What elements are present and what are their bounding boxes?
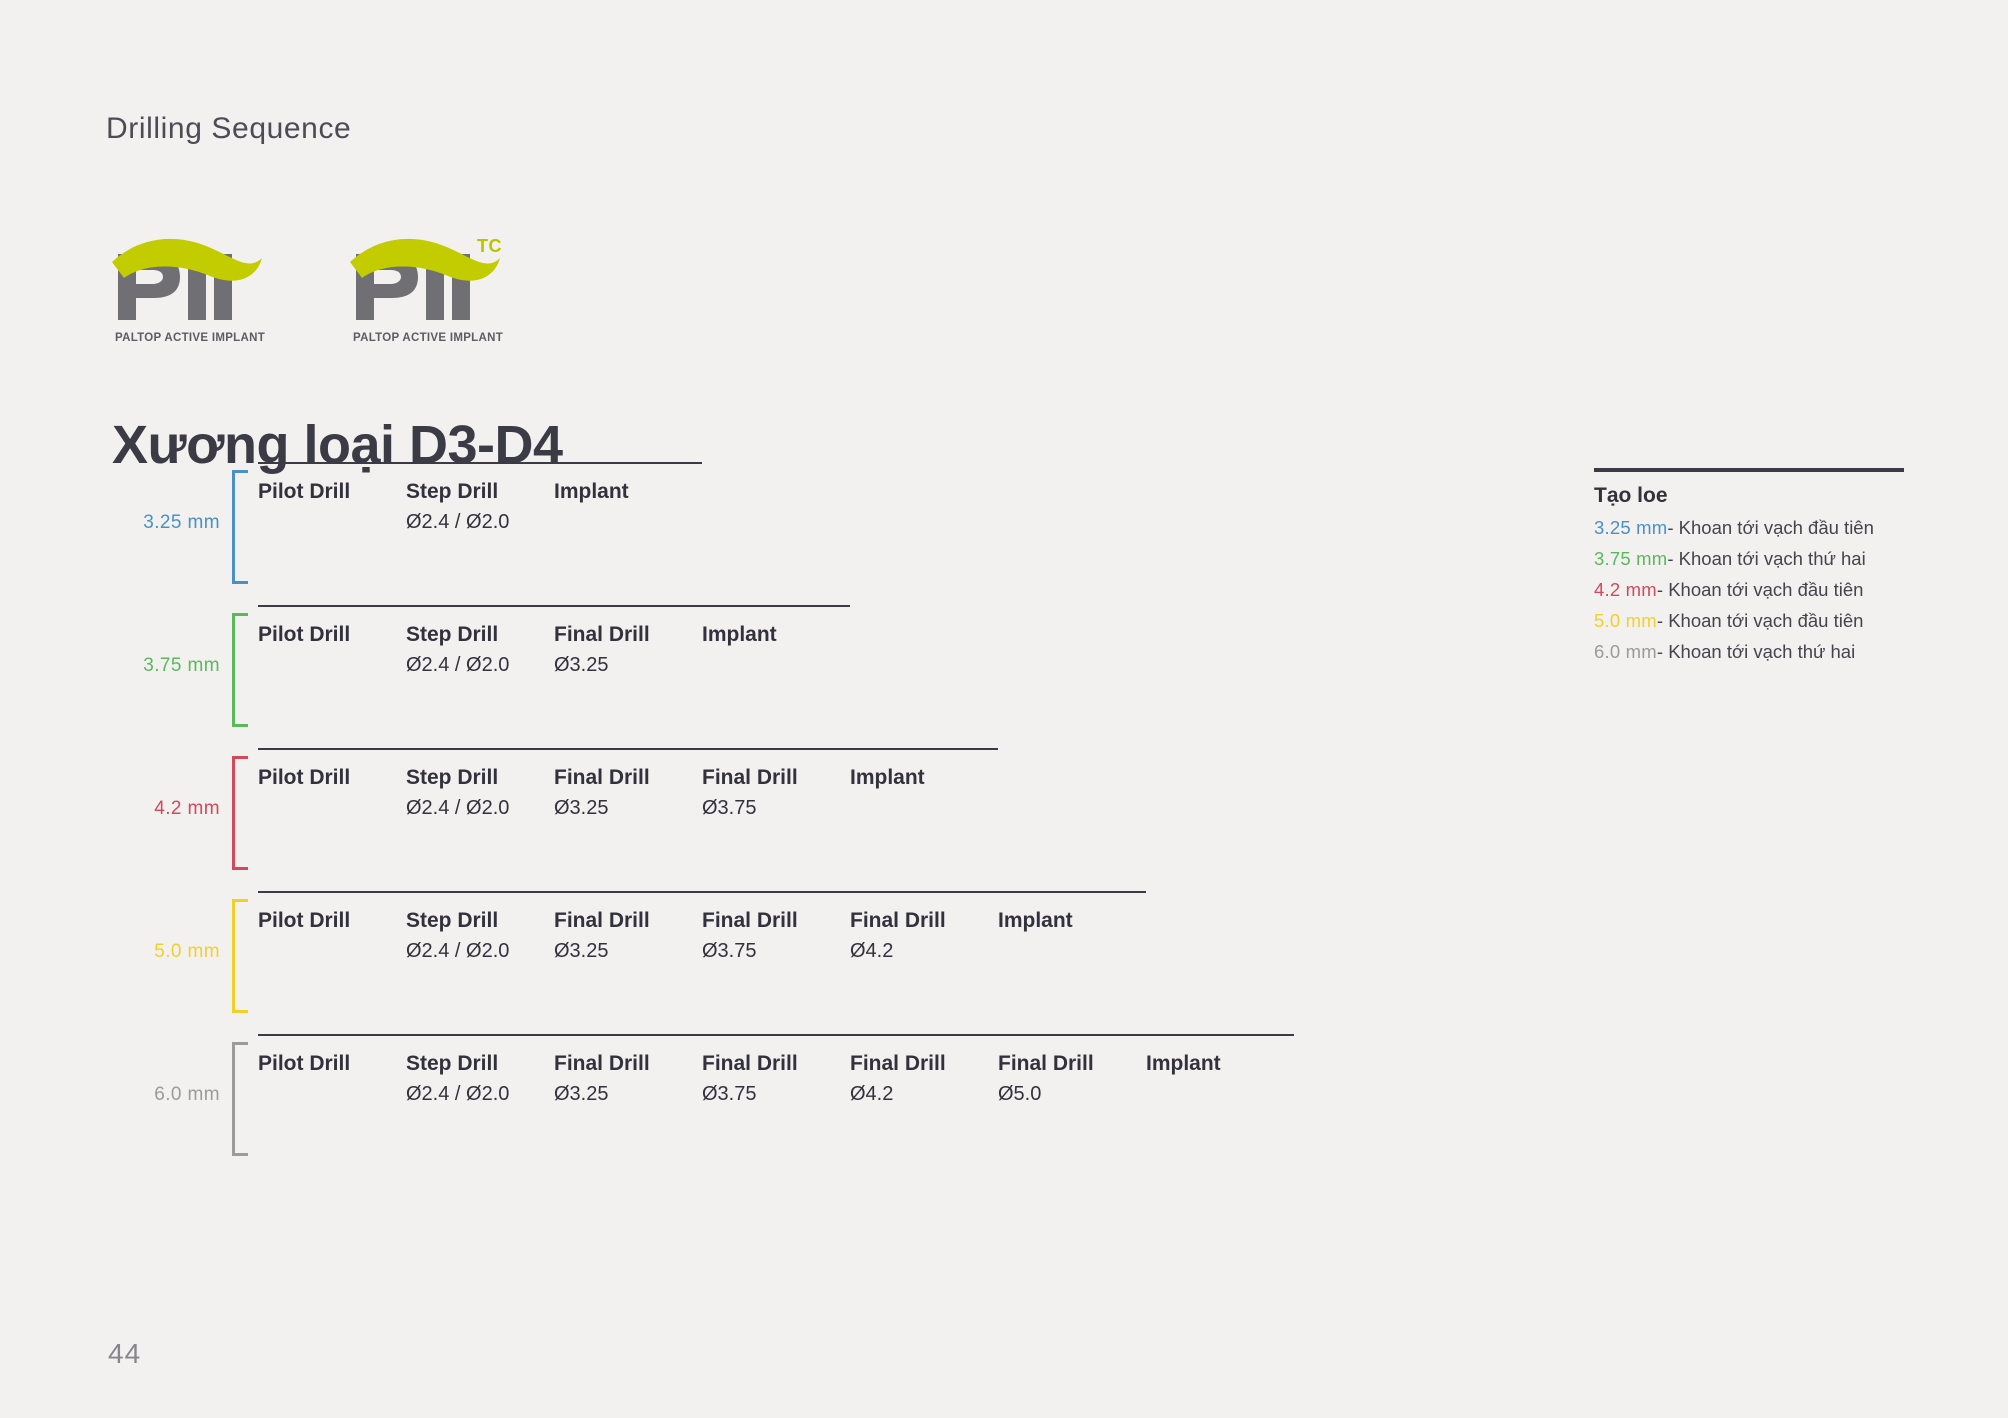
sequence-bracket [232, 613, 248, 727]
drill-step-spec [850, 794, 980, 822]
sequence-steps [258, 462, 702, 536]
drill-step-spec [258, 937, 388, 965]
drill-step-spec: Ø3.25 [554, 939, 609, 962]
drill-step-spec: Ø4.2 [850, 1082, 894, 1105]
page-header-title: Drilling Sequence [106, 112, 352, 145]
sidenote-item-text: - Khoan tới vạch đầu tiên [1667, 517, 1874, 538]
drill-step-name: Pilot Drill [258, 623, 351, 646]
sequence-steps [258, 748, 998, 822]
drill-step-name: Step Drill [406, 909, 499, 932]
sidenote-item [1594, 641, 1924, 663]
drill-step-name: Final Drill [702, 766, 798, 789]
drill-step-cell [554, 462, 702, 536]
paltop-logo-caption: PALTOP ACTIVE IMPLANT [114, 332, 266, 344]
drill-step-name: Pilot Drill [258, 766, 351, 789]
sequence-bracket [232, 756, 248, 870]
drill-step-cell [702, 891, 850, 965]
drill-step-cell [406, 462, 554, 536]
sidenote-item [1594, 579, 1924, 601]
drill-step-name: Final Drill [850, 909, 946, 932]
sidenote-item-text: - Khoan tới vạch thứ hai [1656, 641, 1856, 662]
paltop-tc-logo [348, 232, 508, 352]
sequence-row [112, 462, 1512, 605]
drill-step-name: Step Drill [406, 766, 499, 789]
drill-step-spec: Ø4.2 [850, 939, 894, 962]
drill-step-cell [998, 1034, 1146, 1108]
drill-step-spec [1146, 1080, 1276, 1108]
drill-step-name: Implant [702, 623, 777, 646]
sequence-row [112, 748, 1512, 891]
drill-step-name: Pilot Drill [258, 1052, 351, 1075]
drill-step-name: Final Drill [554, 1052, 650, 1075]
page-title: Xương loại D3-D4 [112, 415, 563, 476]
drill-step-spec [554, 508, 684, 536]
sequence-size-label: 3.25 mm [143, 512, 220, 533]
sequence-bracket [232, 1042, 248, 1156]
drill-step-spec [258, 1080, 388, 1108]
drill-step-cell [258, 605, 406, 679]
page-number: 44 [108, 1338, 142, 1369]
paltop-logo [110, 232, 270, 352]
drill-step-spec [258, 508, 388, 536]
sidenote-item [1594, 610, 1924, 632]
drill-step-spec: Ø2.4 / Ø2.0 [406, 510, 510, 533]
drill-step-cell [850, 1034, 998, 1108]
sidenote-divider [1594, 468, 1904, 472]
drill-step-cell [406, 605, 554, 679]
drill-step-name: Final Drill [554, 766, 650, 789]
drill-step-spec: Ø3.25 [554, 1082, 609, 1105]
sidenote-item-size: 5.0 mm [1594, 610, 1657, 631]
sequence-steps [258, 605, 850, 679]
sequence-bracket [232, 899, 248, 1013]
drill-step-name: Step Drill [406, 1052, 499, 1075]
drill-step-cell [554, 1034, 702, 1108]
drill-step-name: Implant [1146, 1052, 1221, 1075]
drill-step-spec: Ø2.4 / Ø2.0 [406, 796, 510, 819]
drill-step-spec: Ø2.4 / Ø2.0 [406, 1082, 510, 1105]
drill-step-name: Implant [998, 909, 1073, 932]
drilling-sequence-table [112, 462, 1512, 1177]
drill-step-cell [258, 462, 406, 536]
drill-step-spec: Ø3.75 [702, 1082, 757, 1105]
drill-step-cell [702, 1034, 850, 1108]
sequence-size-label: 6.0 mm [154, 1084, 220, 1105]
drill-step-name: Final Drill [998, 1052, 1094, 1075]
drill-step-name: Final Drill [702, 1052, 798, 1075]
drill-step-cell [554, 748, 702, 822]
drill-step-cell [998, 891, 1146, 965]
drill-step-spec: Ø3.75 [702, 939, 757, 962]
drill-step-cell [702, 748, 850, 822]
sequence-bracket [232, 470, 248, 584]
drill-step-name: Step Drill [406, 623, 499, 646]
drill-step-cell [554, 891, 702, 965]
flaring-note-panel [1594, 468, 1924, 663]
drill-step-cell [406, 891, 554, 965]
sidenote-item [1594, 517, 1924, 539]
drill-step-name: Final Drill [702, 909, 798, 932]
sidenote-item-size: 3.25 mm [1594, 517, 1668, 538]
drill-step-spec [998, 937, 1128, 965]
logo-group [110, 232, 508, 352]
drill-step-name: Implant [850, 766, 925, 789]
drill-step-name: Final Drill [850, 1052, 946, 1075]
tc-superscript-label: TC [477, 236, 502, 256]
drill-step-spec: Ø3.75 [702, 796, 757, 819]
sequence-row [112, 605, 1512, 748]
drill-step-cell [1146, 1034, 1294, 1108]
sidenote-item-text: - Khoan tới vạch đầu tiên [1656, 610, 1864, 631]
sidenote-item [1594, 548, 1924, 570]
drill-step-name: Final Drill [554, 909, 650, 932]
drill-step-spec: Ø2.4 / Ø2.0 [406, 939, 510, 962]
sequence-row [112, 891, 1512, 1034]
drill-step-cell [406, 748, 554, 822]
drill-step-cell [258, 748, 406, 822]
drill-step-cell [258, 1034, 406, 1108]
drill-step-name: Pilot Drill [258, 909, 351, 932]
sequence-size-label: 3.75 mm [143, 655, 220, 676]
drill-step-name: Pilot Drill [258, 480, 351, 503]
drill-step-spec: Ø3.25 [554, 796, 609, 819]
drill-step-name: Step Drill [406, 480, 499, 503]
sidenote-item-text: - Khoan tới vạch đầu tiên [1656, 579, 1864, 600]
paltop-logo-mark [110, 232, 270, 332]
drill-step-cell [850, 891, 998, 965]
sidenote-item-size: 6.0 mm [1594, 641, 1657, 662]
drill-step-cell [702, 605, 850, 679]
sequence-row [112, 1034, 1512, 1177]
sidenote-item-size: 3.75 mm [1594, 548, 1668, 569]
drill-step-cell [554, 605, 702, 679]
drill-step-cell [406, 1034, 554, 1108]
drill-step-name: Final Drill [554, 623, 650, 646]
sidenote-title: Tạo loe [1594, 484, 1668, 507]
drill-step-spec: Ø3.25 [554, 653, 609, 676]
sequence-steps [258, 891, 1146, 965]
drill-step-cell [258, 891, 406, 965]
drill-step-cell [850, 748, 998, 822]
drill-step-spec [258, 794, 388, 822]
drill-step-name: Implant [554, 480, 629, 503]
drill-step-spec [258, 651, 388, 679]
sequence-size-label: 4.2 mm [154, 798, 220, 819]
sequence-steps [258, 1034, 1294, 1108]
sidenote-item-list [1594, 517, 1924, 663]
drill-step-spec [702, 651, 832, 679]
sidenote-item-size: 4.2 mm [1594, 579, 1657, 600]
sidenote-item-text: - Khoan tới vạch thứ hai [1667, 548, 1866, 569]
sequence-size-label: 5.0 mm [154, 941, 220, 962]
drill-step-spec: Ø2.4 / Ø2.0 [406, 653, 510, 676]
drill-step-spec: Ø5.0 [998, 1082, 1042, 1105]
paltop-tc-logo-caption: PALTOP ACTIVE IMPLANT [352, 332, 504, 344]
